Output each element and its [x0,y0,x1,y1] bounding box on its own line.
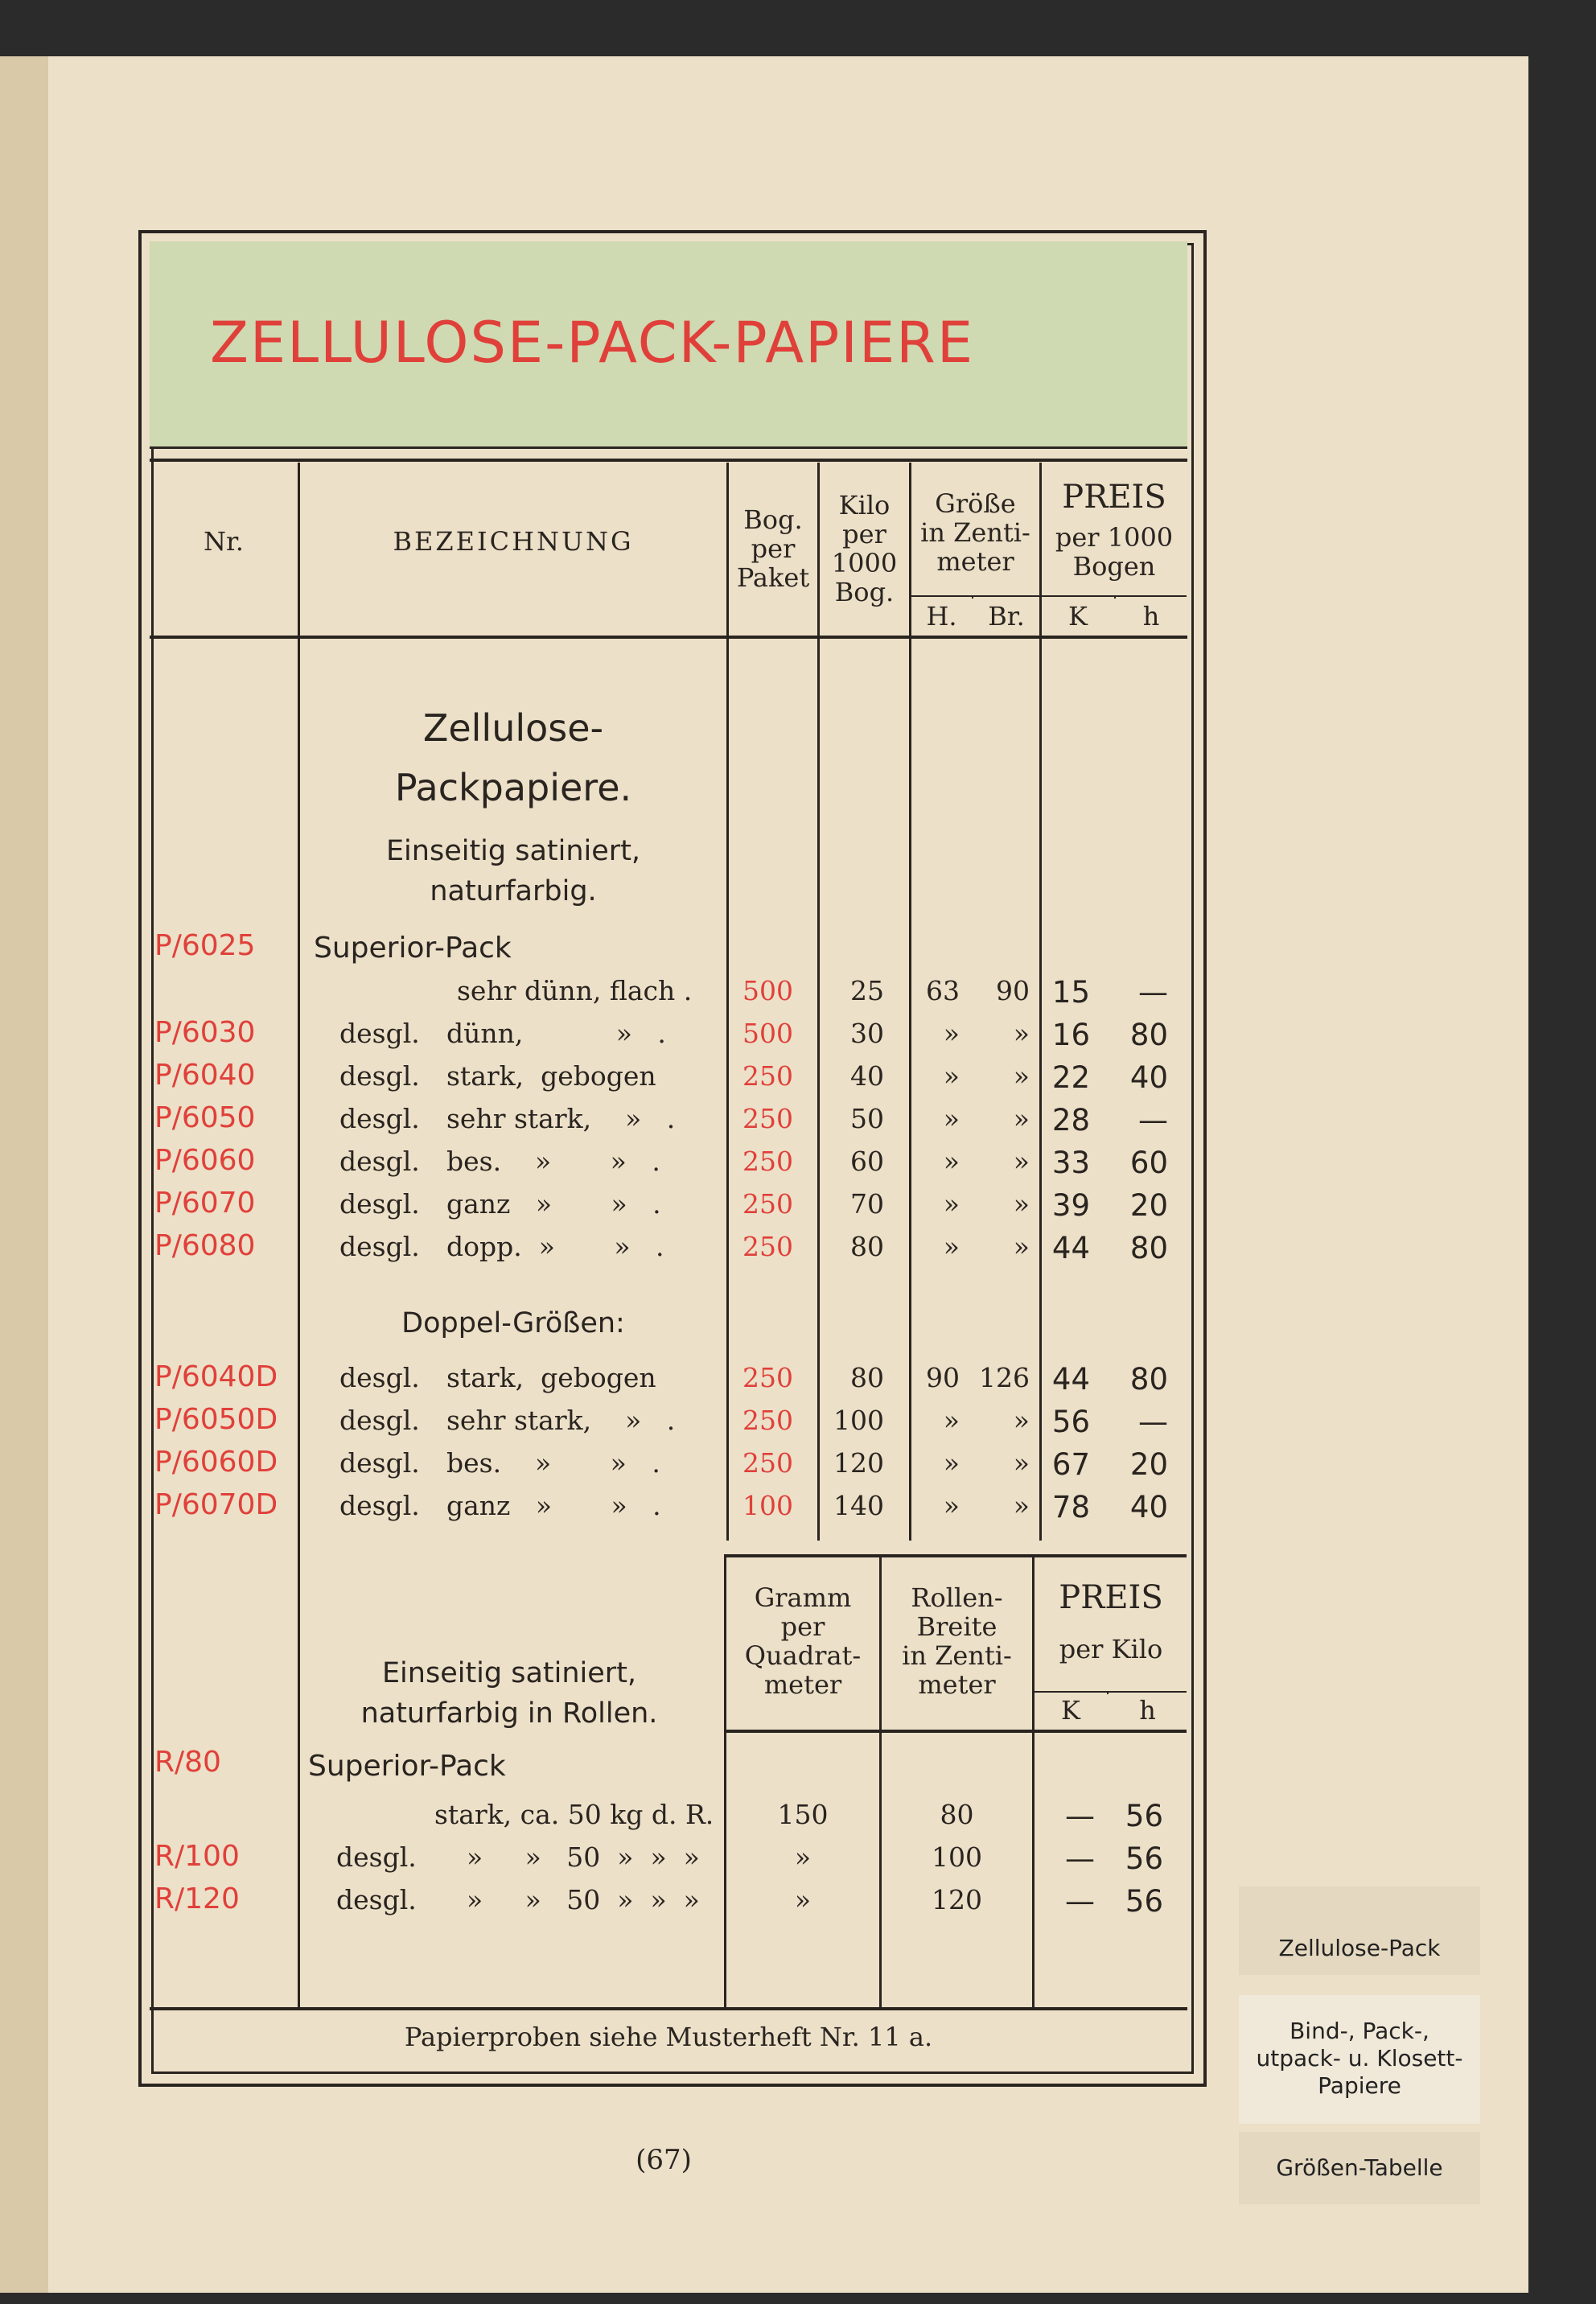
gramm-per-qm: » [794,1841,812,1873]
product-code: P/6040D [154,1360,278,1393]
book-spine [0,56,50,2293]
row-description: sehr dünn, flach . [457,975,693,1006]
bogen-per-paket: 250 [742,1405,793,1436]
tab-zellulose-pack[interactable]: Zellulose-Pack [1239,1886,1480,1975]
gramm-per-qm: » [794,1884,812,1915]
roll-description: » » 50 » » » [467,1884,700,1915]
kilo-per-1000: 140 [833,1490,884,1521]
header-h: H. [926,601,957,632]
row-prefix: desgl. [339,1231,420,1262]
groesse-h: » [943,1447,960,1479]
header-br: Br. [988,601,1025,632]
bogen-per-paket: 500 [742,975,793,1006]
tab-groessen-tabelle[interactable]: Größen-Tabelle [1239,2132,1480,2204]
kilo-per-1000: 100 [833,1405,884,1436]
product-name-2: Superior-Pack [308,1750,506,1783]
kilo-per-1000: 80 [850,1231,884,1262]
lower-subheader-rule [1034,1691,1187,1693]
row-description: sehr stark, » . [446,1405,676,1436]
preis-h: 80 [1129,1362,1168,1397]
section2-sub-1: Einseitig satiniert, [381,1657,637,1689]
header2-k: K [1061,1695,1080,1726]
preis-k: 44 [1051,1362,1090,1397]
product-code: P/6050 [154,1101,256,1134]
groesse-br: » [1013,1146,1030,1177]
row-prefix: desgl. [339,1103,420,1134]
product-code: P/6060 [154,1144,256,1177]
groesse-br: 126 [979,1362,1030,1393]
preis-kilo-k: — [1065,1799,1095,1833]
product-code: P/6080 [154,1229,256,1262]
groesse-h: 63 [926,975,960,1006]
product-code: P/6070 [154,1187,256,1220]
groesse-h: » [943,1188,960,1220]
row-description: bes. » » . [446,1146,660,1177]
row-prefix: desgl. [339,1060,420,1092]
page-title: ZELLULOSE-PACK-PAPIERE [209,310,975,376]
row-prefix: desgl. [339,1490,420,1521]
roll-code: R/120 [154,1882,240,1915]
header-nr: Nr. [204,526,244,557]
preis-kilo-h: 56 [1125,1799,1163,1833]
lower-col-rule-4 [1107,1693,1109,1694]
kilo-per-1000: 60 [850,1146,884,1177]
roll-code: R/100 [154,1840,240,1873]
product-code: P/6070D [154,1488,278,1521]
bogen-per-paket: 250 [742,1188,793,1220]
rollen-breite: 120 [932,1884,982,1915]
groesse-h: » [943,1146,960,1177]
roll-prefix: desgl. [336,1884,417,1915]
kilo-per-1000: 25 [850,975,884,1006]
preis-k: 78 [1051,1490,1090,1524]
header-groesse: Größe in Zenti- meter [920,488,1030,577]
row-prefix: desgl. [339,1405,420,1436]
kilo-per-1000: 40 [850,1060,884,1092]
row-prefix: desgl. [339,1018,420,1049]
section-heading-1: Zellulose- [422,706,604,750]
bogen-per-paket: 250 [742,1231,793,1262]
tab-bind-pack-papiere[interactable]: Bind-, Pack-, utpack- u. Klosett- Papiere [1239,1995,1480,2124]
preis-h: 80 [1129,1231,1168,1265]
product-code: P/6030 [154,1016,256,1049]
header-bezeichnung: BEZEICHNUNG [393,526,634,557]
lower-col-rule-3 [1032,1557,1035,2007]
header-gramm: Gramm per Quadrat- meter [744,1582,862,1700]
row-description: ganz » » . [446,1188,661,1220]
kilo-per-1000: 70 [850,1188,884,1220]
row-description: dopp. » » . [446,1231,664,1262]
preis-k: 67 [1051,1447,1090,1482]
bogen-per-paket: 250 [742,1103,793,1134]
header-preis-sub: per 1000 Bogen [1055,522,1174,582]
bogen-per-paket: 250 [742,1362,793,1393]
product-code: P/6025 [154,929,256,962]
row-description: stark, gebogen [446,1362,656,1393]
preis-k: 33 [1051,1146,1090,1180]
row-prefix: desgl. [339,1188,420,1220]
row-description: sehr stark, » . [446,1103,676,1134]
groesse-h: » [943,1060,960,1092]
preis-kilo-k: — [1065,1841,1095,1876]
preis-k: 22 [1051,1060,1090,1095]
product-code: P/6060D [154,1446,278,1479]
groesse-h: » [943,1490,960,1521]
roll-description: stark, ca. 50 kg d. R. [434,1799,714,1830]
roll-description: » » 50 » » » [467,1841,700,1873]
footer-note: Papierproben siehe Musterheft Nr. 11 a. [404,2022,933,2052]
gramm-per-qm: 150 [777,1799,829,1830]
preis-kilo-h: 56 [1125,1841,1163,1876]
col-rule-k [1114,597,1116,599]
groesse-br: » [1013,1447,1030,1479]
footer-rule [150,2007,1187,2010]
preis-k: 28 [1051,1103,1090,1138]
roll-code: R/80 [154,1746,221,1779]
rollen-breite: 80 [940,1799,974,1830]
preis-k: 44 [1051,1231,1090,1265]
col-rule-nr [298,463,300,2007]
lower-header-bottom-rule [724,1730,1187,1733]
rollen-breite: 100 [932,1841,982,1873]
page-number: (67) [636,2144,692,2176]
kilo-per-1000: 80 [850,1362,884,1393]
preis-kilo-k: — [1065,1884,1095,1919]
header-preis: PREIS [1062,479,1166,516]
header-rollen: Rollen- Breite in Zenti- meter [902,1582,1012,1700]
header-preis-kilo-sub: per Kilo [1059,1634,1163,1664]
preis-k: 16 [1051,1018,1090,1052]
header-hh: h [1142,601,1160,632]
product-code: P/6040 [154,1059,256,1092]
bogen-per-paket: 250 [742,1146,793,1177]
groesse-br: » [1013,1018,1030,1049]
kilo-per-1000: 120 [833,1447,884,1479]
row-prefix: desgl. [339,1447,420,1479]
header-preis-kilo: PREIS [1059,1579,1163,1616]
groesse-br: » [1013,1188,1030,1220]
preis-k: 39 [1051,1188,1090,1223]
groesse-h: 90 [926,1362,960,1393]
row-description: dünn, » . [446,1018,666,1049]
row-description: stark, gebogen [446,1060,656,1092]
header2-hh: h [1139,1695,1156,1726]
lower-header-top-rule [724,1554,1187,1557]
groesse-h: » [943,1405,960,1436]
preis-h: 20 [1129,1447,1168,1482]
row-prefix: desgl. [339,1362,420,1393]
col-rule-h [972,597,973,599]
preis-h: 60 [1129,1146,1168,1180]
groesse-br: » [1013,1103,1030,1134]
preis-h: 20 [1129,1188,1168,1223]
header-bog-paket: Bog. per Paket [736,504,810,593]
row-description: ganz » » . [446,1490,661,1521]
doppel-heading: Doppel-Größen: [401,1307,625,1339]
groesse-br: » [1013,1060,1030,1092]
row-description: bes. » » . [446,1447,660,1479]
preis-h: 40 [1129,1490,1168,1524]
product-code: P/6050D [154,1403,278,1436]
roll-prefix: desgl. [336,1841,417,1873]
header-bottom-rule [150,636,1187,639]
groesse-br: 90 [996,975,1030,1006]
preis-h: — [1138,1103,1168,1138]
groesse-br: » [1013,1405,1030,1436]
header-k: K [1068,601,1088,632]
row-prefix: desgl. [339,1146,420,1177]
kilo-per-1000: 50 [850,1103,884,1134]
groesse-br: » [1013,1490,1030,1521]
groesse-h: » [943,1103,960,1134]
preis-h: — [1138,1405,1168,1439]
preis-kilo-h: 56 [1125,1884,1163,1919]
section2-sub-2: naturfarbig in Rollen. [360,1697,658,1730]
header-top-rule [150,459,1187,462]
product-name-1: Superior-Pack [314,932,512,965]
groesse-h: » [943,1231,960,1262]
preis-h: 40 [1129,1060,1168,1095]
bogen-per-paket: 250 [742,1060,793,1092]
groesse-h: » [943,1018,960,1049]
preis-k: 56 [1051,1405,1090,1439]
section-sub-2: naturfarbig. [430,875,597,907]
subheader-rule [909,595,1187,597]
bogen-per-paket: 500 [742,1018,793,1049]
bogen-per-paket: 100 [742,1490,793,1521]
bogen-per-paket: 250 [742,1447,793,1479]
preis-k: 15 [1051,975,1090,1010]
section-sub-1: Einseitig satiniert, [385,835,641,867]
preis-h: — [1138,975,1168,1010]
kilo-per-1000: 30 [850,1018,884,1049]
section-heading-2: Packpapiere. [394,766,632,809]
groesse-br: » [1013,1231,1030,1262]
preis-h: 80 [1129,1018,1168,1052]
header-kilo: Kilo per 1000 Bog. [831,490,898,607]
